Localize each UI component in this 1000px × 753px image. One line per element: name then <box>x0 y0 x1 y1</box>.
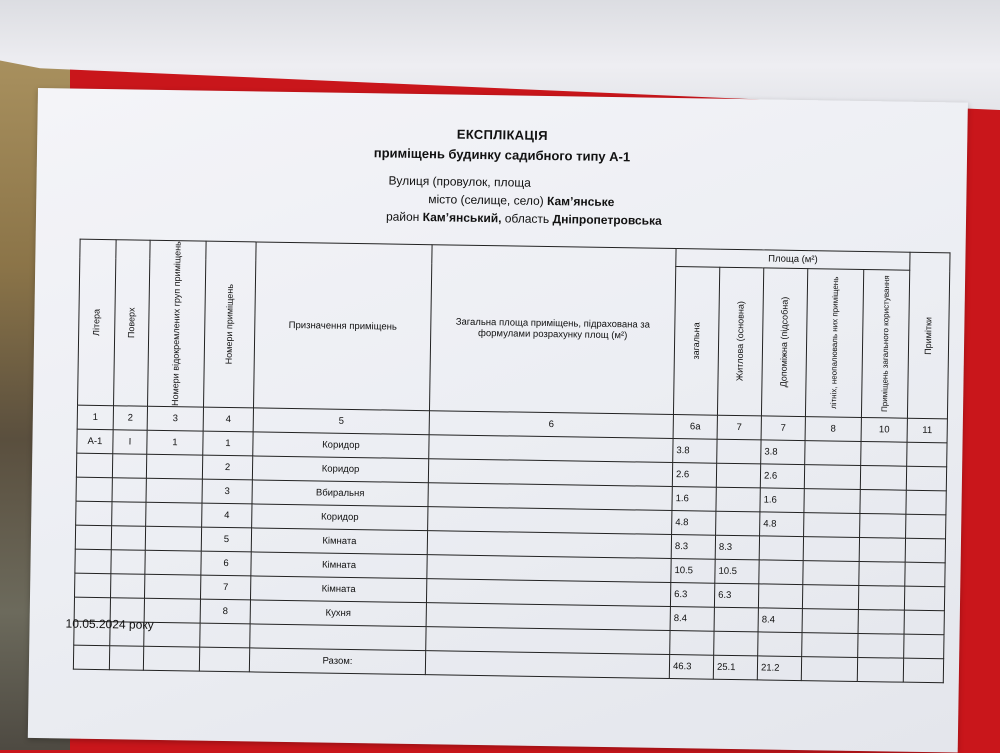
column-number: 1 <box>77 405 113 430</box>
column-number: 7 <box>717 415 761 440</box>
cell-group <box>145 550 201 575</box>
cell-litera <box>75 525 111 550</box>
cell-purpose: Коридор <box>252 456 428 483</box>
cell-total: 3.8 <box>673 438 717 463</box>
cell-aux <box>759 560 803 585</box>
explication-table <box>73 239 951 683</box>
cell-summer <box>805 440 861 465</box>
cell-purpose: Коридор <box>252 504 428 531</box>
document-date: 10.05.2024 року <box>65 616 154 632</box>
cell-total: 10.5 <box>671 558 715 583</box>
column-number: 7 <box>761 416 805 441</box>
cell-floor <box>111 574 145 599</box>
cell-notes <box>904 634 944 659</box>
cell-notes <box>905 562 945 587</box>
cell-summer <box>802 632 858 657</box>
column-number: 11 <box>907 418 947 443</box>
cell-room: 4 <box>202 503 252 528</box>
cell-living <box>716 463 760 488</box>
cell-summer <box>802 608 858 633</box>
cell-common <box>858 609 904 634</box>
column-number: 6а <box>673 414 717 439</box>
cell-room: 6 <box>201 551 251 576</box>
cell-aux: 4.8 <box>760 512 804 537</box>
cell-group <box>146 478 202 503</box>
cell-room: 2 <box>202 455 252 480</box>
cell-common <box>860 513 906 538</box>
cell-floor <box>111 550 145 575</box>
cell-aux <box>758 632 802 657</box>
cell-living <box>716 511 760 536</box>
cell-aux: 1.6 <box>760 488 804 513</box>
cell-living: 10.5 <box>715 559 759 584</box>
col-area-aux: Допоміжна (підсобна) <box>761 268 807 416</box>
cell-notes <box>907 442 947 467</box>
district-line <box>386 209 662 227</box>
cell-common <box>858 633 904 658</box>
cell-litera <box>76 501 112 526</box>
column-number: 5 <box>253 408 429 435</box>
cell-living <box>716 487 760 512</box>
col-area-total: загальна <box>673 267 719 415</box>
column-number: 2 <box>113 406 147 431</box>
cell-living <box>714 631 758 656</box>
street-label: Вулиця (провулок, площа <box>388 173 531 190</box>
cell-litera <box>76 453 112 478</box>
cell-purpose: Кухня <box>250 600 426 627</box>
column-number: 8 <box>805 416 861 441</box>
cell-total: 8.4 <box>670 606 714 631</box>
city-line <box>428 192 614 209</box>
col-notes: Примітки <box>907 252 950 418</box>
header-row <box>80 239 950 271</box>
cell-purpose: Вбиральня <box>252 480 428 507</box>
cell-living: 8.3 <box>715 535 759 560</box>
cell-total <box>670 630 714 655</box>
totals-aux: 21.2 <box>757 656 801 681</box>
col-poverkh: Поверх <box>114 240 151 406</box>
col-purpose: Призначення приміщень <box>254 242 433 411</box>
cell-room: 8 <box>200 599 250 624</box>
cell-purpose: Кімната <box>251 552 427 579</box>
cell-room: 3 <box>202 479 252 504</box>
cell-notes <box>904 586 944 611</box>
document-title: ЕКСПЛІКАЦІЯ <box>456 126 548 144</box>
cell-litera <box>76 477 112 502</box>
cell-common <box>859 561 905 586</box>
totals-living: 25.1 <box>713 655 757 680</box>
district-label: район <box>385 209 420 225</box>
col-area-living: Житлова (основна) <box>717 267 763 415</box>
cell-notes <box>905 538 945 563</box>
street-line <box>388 174 530 190</box>
city-label: місто (селище, село) <box>428 192 544 208</box>
cell-floor <box>112 502 146 527</box>
cell-summer <box>804 464 860 489</box>
column-number: 4 <box>203 407 253 432</box>
cell-group <box>146 454 202 479</box>
cell-purpose: Коридор <box>253 432 429 459</box>
district-value: Кам’янський, <box>422 210 502 226</box>
cell-room: 5 <box>201 527 251 552</box>
cell-aux: 2.6 <box>760 464 804 489</box>
cell-notes <box>906 490 946 515</box>
cell-room: 7 <box>200 575 250 600</box>
cell-total: 4.8 <box>672 510 716 535</box>
cell-notes <box>906 466 946 491</box>
region-label: область <box>504 211 550 227</box>
cell-aux <box>758 584 802 609</box>
document-subtitle: приміщень будинку садибного типу А-1 <box>373 145 631 165</box>
column-number: 10 <box>861 417 907 442</box>
col-area-common: Приміщень загального користування <box>861 270 909 418</box>
column-number: 6 <box>429 410 673 438</box>
col-rooms: Номери приміщень <box>204 241 257 408</box>
cell-total: 8.3 <box>671 534 715 559</box>
cell-litera <box>75 573 111 598</box>
cell-common <box>858 585 904 610</box>
cell-summer <box>804 512 860 537</box>
cell-purpose: Кімната <box>251 528 427 555</box>
cell-group: 1 <box>147 430 203 455</box>
cell-room <box>200 623 250 648</box>
cell-aux: 8.4 <box>758 608 802 633</box>
cell-litera: А-1 <box>77 429 113 454</box>
cell-summer <box>804 488 860 513</box>
cell-room: 1 <box>203 431 253 456</box>
cell-total: 6.3 <box>670 582 714 607</box>
city-value: Кам’янське <box>546 194 615 210</box>
col-total-formula: Загальна площа приміщень, підрахована за формулами розрахунку площ (м²) <box>429 245 676 415</box>
cell-living: 6.3 <box>714 583 758 608</box>
document-sheet <box>28 88 968 753</box>
cell-notes <box>904 610 944 635</box>
cell-summer <box>803 560 859 585</box>
col-area-summer: літніх, неопалюваль них приміщень <box>805 269 863 417</box>
cell-floor <box>112 454 146 479</box>
cell-common <box>861 441 907 466</box>
column-number: 3 <box>147 406 203 431</box>
cell-living <box>714 607 758 632</box>
cell-total: 1.6 <box>672 486 716 511</box>
cell-group <box>145 526 201 551</box>
region-value: Дніпропетровська <box>552 212 662 228</box>
cell-floor: І <box>113 430 147 455</box>
cell-floor <box>112 478 146 503</box>
cell-notes <box>906 514 946 539</box>
totals-label: Разом: <box>249 648 425 675</box>
cell-litera <box>75 549 111 574</box>
cell-common <box>860 489 906 514</box>
col-litera: Літера <box>78 239 117 405</box>
cell-aux: 3.8 <box>761 440 805 465</box>
cell-aux <box>759 536 803 561</box>
cell-total: 2.6 <box>672 462 716 487</box>
totals-total: 46.3 <box>669 654 713 679</box>
col-groups: Номери відокремлених груп приміщень <box>148 240 207 407</box>
cell-common <box>859 537 905 562</box>
cell-living <box>717 439 761 464</box>
cell-group <box>146 502 202 527</box>
cell-summer <box>803 536 859 561</box>
cell-purpose <box>250 624 426 651</box>
cell-purpose: Кімната <box>250 576 426 603</box>
cell-summer <box>802 584 858 609</box>
cell-floor <box>111 526 145 551</box>
cell-common <box>860 465 906 490</box>
cell-group <box>145 574 201 599</box>
col-area-group: Площа (м²) <box>676 249 910 271</box>
